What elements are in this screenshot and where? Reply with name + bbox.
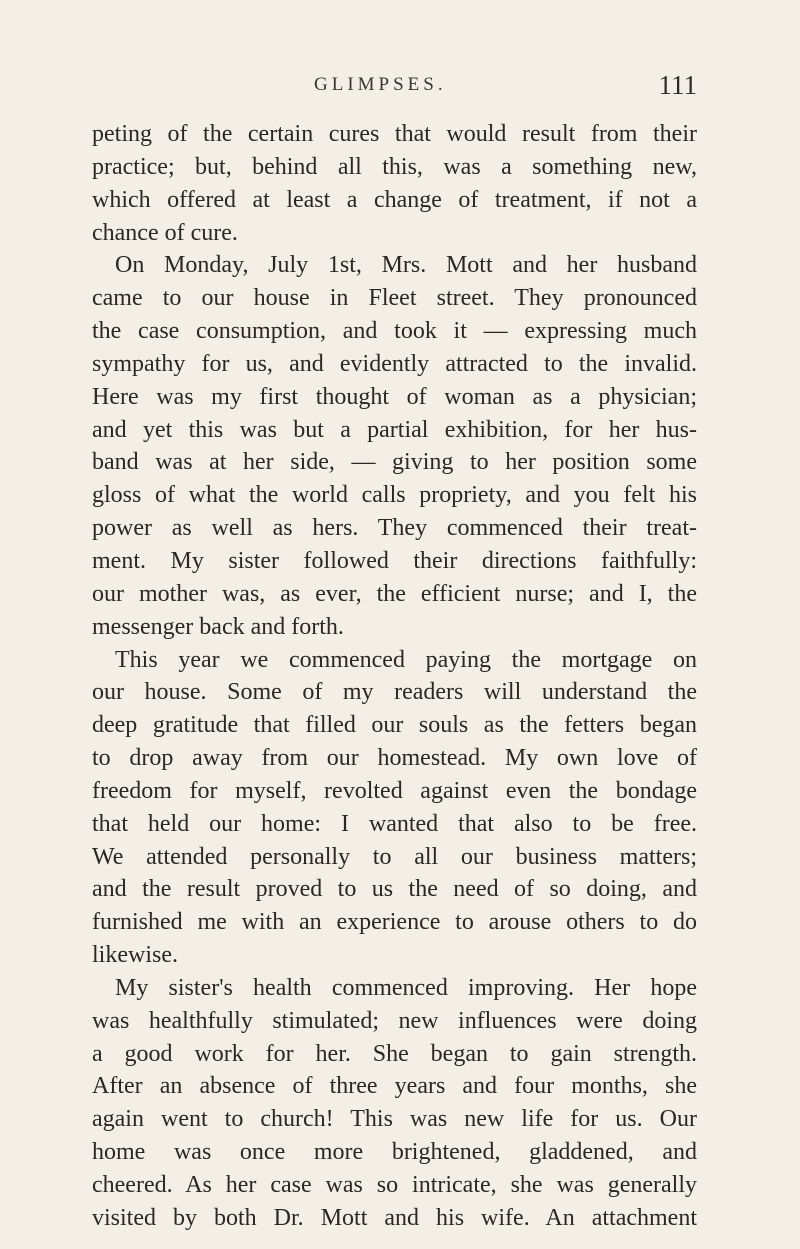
text-line: messenger back and forth. [92, 613, 344, 640]
text-line: gloss of what the world calls propriety, and you felt his [92, 482, 697, 509]
text-line: to drop away from our homestead. My own love of [92, 745, 697, 772]
running-head [92, 70, 697, 110]
text-line: band was at her side, — giving to her position some [92, 449, 697, 476]
text-line: We attended personally to all our business matters; [92, 843, 697, 870]
text-line: home was once more brightened, gladdened, and [92, 1139, 697, 1166]
text-line: which offered at least a change of treatment, if not a [92, 186, 697, 213]
text-line: My sister's health commenced improving. Her hope [115, 974, 697, 1001]
text-line: came to our house in Fleet street. They pronounced [92, 285, 697, 312]
text-line: deep gratitude that filled our souls as the fetters began [92, 712, 697, 739]
text-line: power as well as hers. They commenced their treat- [92, 515, 697, 542]
text-line: ment. My sister followed their directions faithfully: [92, 547, 697, 574]
text-line: our mother was, as ever, the efficient nurse; and I, the [92, 580, 697, 607]
text-line: On Monday, July 1st, Mrs. Mott and her husband [115, 252, 697, 279]
text-line: cheered. As her case was so intricate, she was generally [92, 1172, 697, 1198]
text-line: again went to church! This was new life for us. Our [92, 1106, 697, 1133]
text-line: a good work for her. She began to gain strength. [92, 1040, 697, 1067]
running-title: GLIMPSES. [314, 74, 447, 95]
text-line: the case consumption, and took it — expressing much [92, 318, 697, 345]
text-line: sympathy for us, and evidently attracted to the invalid. [92, 350, 697, 377]
text-line: likewise. [92, 942, 178, 969]
page-number: 111 [658, 70, 697, 100]
text-line: that held our home: I wanted that also to be free. [92, 810, 697, 837]
text-line: our house. Some of my readers will understand the [92, 679, 697, 706]
text-line: peting of the certain cures that would result from their [92, 121, 697, 147]
text-line: and the result proved to us the need of so doing, and [92, 876, 697, 903]
text-line: was healthfully stimulated; new influences were doing [92, 1007, 697, 1034]
text-line: practice; but, behind all this, was a something new, [92, 153, 697, 180]
text-line: and yet this was but a partial exhibition, for her hus- [92, 416, 697, 443]
text-line: Here was my first thought of woman as a physician; [92, 383, 697, 410]
text-line: This year we commenced paying the mortgage on [115, 646, 697, 673]
text-line: freedom for myself, revolted against even the bondage [92, 777, 697, 804]
text-line: visited by both Dr. Mott and his wife. An attachment [92, 1204, 697, 1231]
text-line: After an absence of three years and four months, she [92, 1073, 697, 1100]
text-line: chance of cure. [92, 219, 238, 246]
text-line: furnished me with an experience to arouse others to do [92, 909, 697, 936]
body-text [92, 118, 697, 1235]
